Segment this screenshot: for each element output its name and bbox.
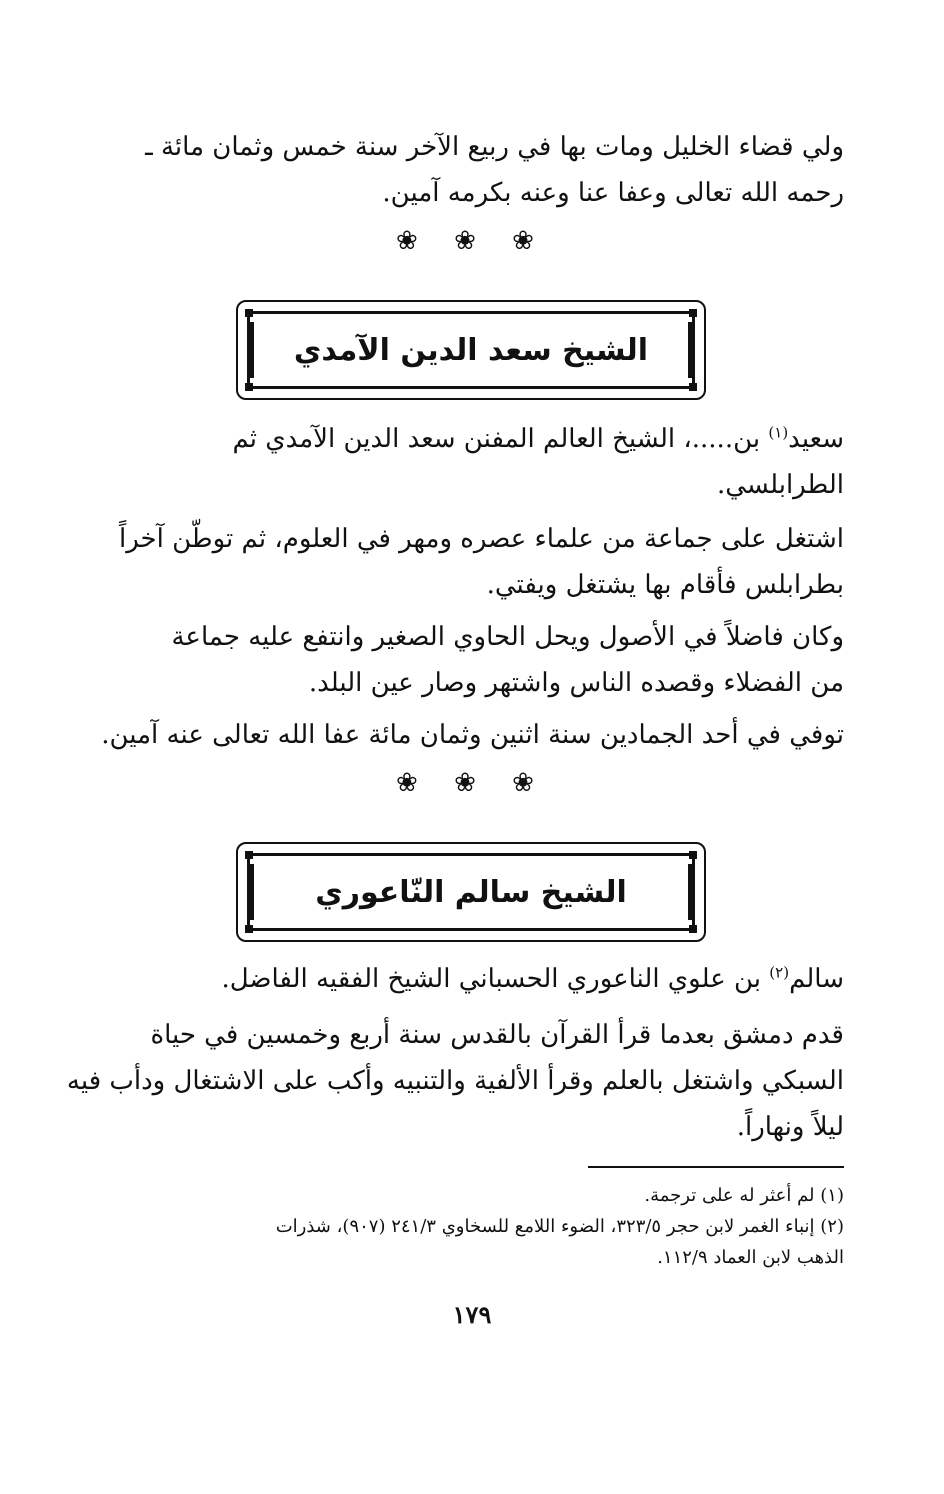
text-line: من الفضلاء وقصده الناس واشتهر وصار عين البلد. [308, 668, 844, 698]
entry1-paragraph-3 [100, 614, 844, 706]
entry1-paragraph-2 [100, 516, 844, 608]
entry-title: الشيخ سالم النّاعوري [315, 874, 627, 910]
entry-title: الشيخ سعد الدين الآمدي [293, 332, 649, 368]
entry-name: سعيد [788, 424, 844, 454]
section-separator: ❀ ❀ ❀ [396, 768, 548, 798]
text-line: الطرابلسي. [716, 470, 844, 500]
frame-corner-ornament [689, 383, 697, 391]
entry-title-frame [236, 300, 706, 400]
text-line: ولي قضاء الخليل ومات بها في ربيع الآخر سنة خمس وثمان مائة ـ [145, 132, 844, 162]
frame-corner-ornament [245, 383, 253, 391]
text-line: وكان فاضلاً في الأصول ويحل الحاوي الصغير وانتفع عليه جماعة [171, 622, 844, 652]
frame-corner-ornament [689, 851, 697, 859]
intro-paragraph [100, 124, 844, 216]
entry2-paragraph-1 [100, 956, 844, 1002]
footnote-marker: (١) [768, 423, 789, 442]
entry1-paragraph-4 [100, 712, 844, 758]
frame-corner-ornament [245, 925, 253, 933]
frame-corner-ornament [245, 851, 253, 859]
footnotes [100, 1180, 844, 1273]
text-run: بن علوي الناعوري الحسباني الشيخ الفقيه الفاضل. [221, 964, 770, 994]
frame-side-bar [688, 322, 694, 378]
page-number: ١٧٩ [452, 1300, 492, 1329]
text-line: السبكي واشتغل بالعلم وقرأ الألفية والتنبيه وأكب على الاشتغال ودأب فيه [66, 1066, 844, 1096]
footnote-rule [588, 1166, 844, 1168]
frame-corner-ornament [245, 309, 253, 317]
footnote-marker: (٢) [769, 963, 790, 982]
entry-title-frame [236, 842, 706, 942]
section-separator: ❀ ❀ ❀ [396, 226, 548, 256]
frame-side-bar [248, 322, 254, 378]
text-line: اشتغل على جماعة من علماء عصره ومهر في العلوم، ثم توطّن آخراً [118, 524, 844, 554]
footnote-2-line: الذهب لابن العماد ١١٢/٩. [657, 1247, 844, 1268]
text-line [100, 956, 844, 1002]
entry-name: سالم [789, 964, 844, 994]
entry-title-inner-frame [247, 311, 695, 389]
entry2-paragraph-2 [66, 1012, 844, 1150]
frame-side-bar [248, 864, 254, 920]
text-line: ليلاً ونهاراً. [736, 1112, 844, 1142]
entry1-paragraph-1 [100, 416, 844, 508]
frame-corner-ornament [689, 309, 697, 317]
footnote-2-line: (٢) إنباء الغمر لابن حجر ٣٢٣/٥، الضوء اللامع للسخاوي ٢٤١/٣ (٩٠٧)، شذرات [275, 1216, 844, 1237]
text-line: قدم دمشق بعدما قرأ القرآن بالقدس سنة أربع وخمسين في حياة [150, 1020, 844, 1050]
text-line: رحمه الله تعالى وعفا عنا وعنه بكرمه آمين. [382, 178, 844, 208]
text-run: بن.....، الشيخ العالم المفنن سعد الدين الآمدي ثم [232, 424, 769, 454]
footnote-1: (١) لم أعثر له على ترجمة. [644, 1185, 844, 1206]
frame-corner-ornament [689, 925, 697, 933]
text-line: بطرابلس فأقام بها يشتغل ويفتي. [486, 570, 844, 600]
entry-title-inner-frame [247, 853, 695, 931]
frame-side-bar [688, 864, 694, 920]
text-line [100, 416, 844, 462]
text-line: توفي في أحد الجمادين سنة اثنين وثمان مائة عفا الله تعالى عنه آمين. [101, 720, 844, 750]
